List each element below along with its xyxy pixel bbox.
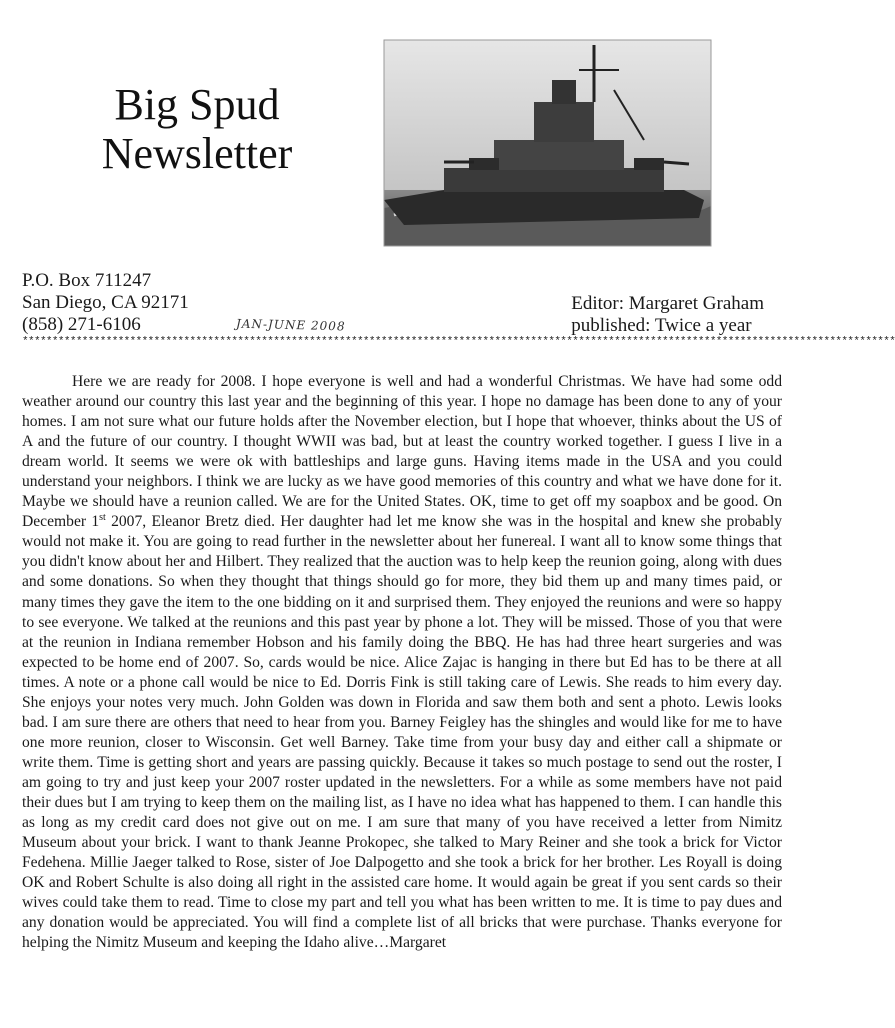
battleship-photo xyxy=(384,40,711,246)
title-line-1: Big Spud xyxy=(114,80,280,129)
body-text-part-2: 2007, Eleanor Bretz died. Her daughter had let me know she was in the hospital and knew she probably would not make it. You are going to read further in the newsletter about her funereal. I want all to know some things that you didn't know about her and Hilbert. They realized that the auction was to help keep the reunion going, along with dues and some donations. So when they thought that things should go for more, they bid them up and many times paid, or many times they gave the item to the one bidding on it and surprised them. They enjoyed the reunions and were so happy to see everyone. We talked at the reunions and this past year by phone a lot. They will be missed. Those of you that were at the reunion in Indiana remember Hobson and his family doing the BBQ. He has had three heart surgeries and was expected to be home end of 2007. So, cards would be nice. Alice Zajac is hanging in there but Ed has to be there at all times. A note or a phone call would be nice to Ed. Dorris Fink is still taking care of Lewis. She reads to him every day. She enjoys your notes very much. John Golden was down in Florida and saw them both and sent a photo. Lewis looks bad. I am sure there are others that need to hear from you. Barney Feigley has the shingles and would like for me to have one more reunion, closer to Wisconsin. Get well Barney. Take time from your busy day and either call a shipmate or write them. Time is getting short and years are passing quickly. Because it takes so much postage to send out the roster, I am going to try and just keep your 2007 roster updated in the newsletters. For a while as some members have not paid their dues but I am trying to keep them on the mailing list, as I have no idea what has happened to them. I can handle this as long as my credit card does not give out on me. I am sure that many of you have received a letter from Nimitz Museum about your brick. I want to thank Jeanne Prokopec, she talked to Mary Reiner and she took a brick for Victor Fedehena. Millie Jaeger talked to Rose, sister of Joe Dalpogetto and she took a brick for her brother. Les Royall is doing OK and Robert Schulte is also doing all right in the assisted care home. It would again be great if you sent cards so their wives could take them to read. Time to close my part and tell you what has been written to me. It is time to pay dues and any donation would be appreciated. You will find a complete list of all bricks that were purchase. Thanks everyone for helping the Nimitz Museum and keeping the Idaho alive…Margaret xyxy=(22,513,782,952)
address-line-2: San Diego, CA 92171 xyxy=(22,292,189,313)
address-line-1: P.O. Box 711247 xyxy=(22,270,152,291)
title-line-2: Newsletter xyxy=(101,129,293,178)
publication-frequency: published: Twice a year xyxy=(571,315,752,336)
body-text-part-1: Here we are ready for 2008. I hope everyone is well and had a wonderful Christmas. We have had some odd weather around our country this last year and the beginning of this year. I hope no damage has been done to any of your homes. I am not sure what our future holds after the November election, but I hope that whoever, thinks about the US of A and the future of our country. I thought WWII was bad, but at least the country worked together. I guess I live in a dream world. It seems we were ok with battleships and large guns. Having items made in the USA and you could understand your neighbors. I think we are lucky as we have good memories of this country and what we have done for it. Maybe we should have a reunion called. We are for the United States. OK, time to get off my soapbox and be good. On December 1 xyxy=(22,373,782,531)
newsletter-body xyxy=(22,372,782,953)
address-phone: (858) 271-6106 xyxy=(22,314,141,335)
date-superscript: st xyxy=(99,512,106,524)
editor-info xyxy=(571,293,764,337)
newsletter-title xyxy=(52,80,342,178)
battleship-icon xyxy=(384,40,711,246)
asterisk-divider: ************************************************************************************************************************************************** xyxy=(22,336,895,348)
editor-name: Editor: Margaret Graham xyxy=(571,293,764,314)
mailing-address xyxy=(22,270,189,336)
handwritten-date-note: JAN-JUNE 2008 xyxy=(235,316,346,334)
